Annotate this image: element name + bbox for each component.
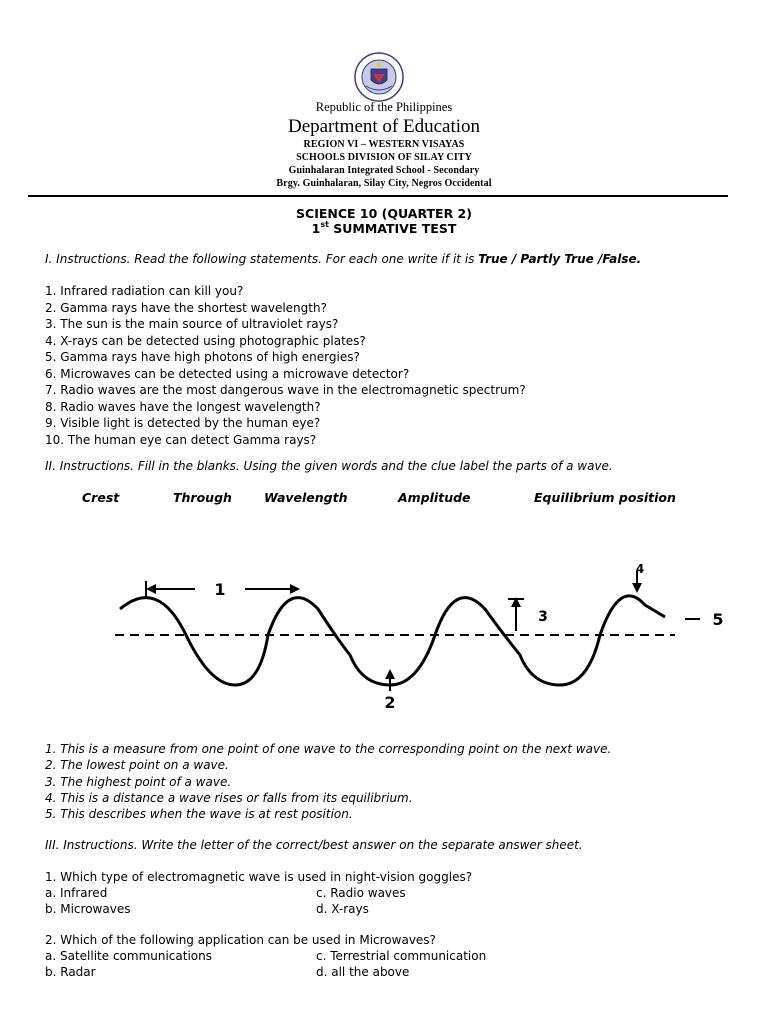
option-b: b. Radar — [45, 965, 96, 979]
list-item: 6. Microwaves can be detected using a microwave detector? — [45, 366, 410, 381]
question-2: 2. Which of the following application can be used in Microwaves? — [45, 933, 436, 947]
clue-item: 5. This describes when the wave is at rest position. — [45, 807, 353, 822]
clue-item: 2. The lowest point on a wave. — [45, 758, 229, 773]
part3-instruction: III. Instructions. Write the letter of the correct/best answer on the separate answer sheet. — [45, 838, 583, 852]
question-1: 1. Which type of electromagnetic wave is used in night-vision goggles? — [45, 870, 473, 884]
diagram-label-4: 4 — [635, 562, 645, 576]
part1-instruction-text: I. Instructions. Read the following statements. For each one write if it is — [45, 252, 479, 266]
list-item: 5. Gamma rays have high photons of high energies? — [45, 350, 360, 364]
part1-instruction — [45, 252, 641, 266]
list-item: 3. The sun is the main source of ultraviolet rays? — [45, 317, 339, 331]
list-item: 9. Visible light is detected by the human eye? — [45, 416, 321, 430]
word-bank-wavelength: Wavelength — [264, 490, 348, 505]
title-superscript: st — [320, 220, 329, 229]
wave-curve — [120, 596, 665, 685]
republic-text: Republic of the Philippines — [315, 100, 453, 114]
title-rest: SUMMATIVE TEST — [328, 221, 457, 236]
list-item: 7. Radio waves are the most dangerous wave in the electromagnetic spectrum? — [45, 383, 526, 397]
part2-clues — [45, 741, 611, 822]
list-item: 4. X-rays can be detected using photographic plates? — [45, 333, 366, 348]
school-address: Brgy. Guinhalaran, Silay City, Negros Occidental — [276, 178, 492, 189]
part1-instruction-choices: True / Partly True /False. — [478, 252, 642, 266]
department-title: Department of Education — [287, 116, 481, 137]
wave-diagram — [100, 555, 750, 720]
clue-item: 4. This is a distance a wave rises or falls from its equilibrium. — [45, 790, 413, 805]
list-item: 1. Infrared radiation can kill you? — [45, 284, 244, 298]
option-a: a. Infrared — [45, 886, 108, 900]
word-bank-equilibrium: Equilibrium position — [534, 490, 676, 505]
option-c: c. Terrestrial communication — [316, 949, 487, 963]
test-type-title — [0, 221, 768, 236]
deped-seal-logo — [354, 52, 404, 102]
option-a: a. Satellite communications — [45, 949, 212, 963]
diagram-label-1: 1 — [214, 580, 226, 599]
option-c: c. Radio waves — [316, 886, 406, 900]
word-bank-crest: Crest — [82, 490, 120, 505]
part1-list — [45, 283, 526, 448]
part2-instruction: II. Instructions. Fill in the blanks. Using the given words and the clue label the parts of a wave. — [45, 459, 613, 473]
option-b: b. Microwaves — [45, 902, 131, 916]
division-text: SCHOOLS DIVISION OF SILAY CITY — [296, 152, 472, 163]
word-bank-through: Through — [173, 490, 232, 505]
option-d: d. X-rays — [316, 902, 369, 916]
option-d: d. all the above — [316, 965, 410, 979]
diagram-label-5: 5 — [712, 610, 724, 629]
region-text: REGION VI – WESTERN VISAYAS — [303, 139, 465, 150]
header-divider — [28, 195, 728, 197]
title-number: 1 — [311, 221, 321, 236]
diagram-label-2: 2 — [384, 693, 396, 712]
list-item: 8. Radio waves have the longest wavelength? — [45, 399, 321, 414]
clue-item: 3. The highest point of a wave. — [45, 774, 232, 789]
word-bank-amplitude: Amplitude — [398, 490, 471, 505]
diagram-label-3: 3 — [538, 609, 548, 625]
test-subject-title: SCIENCE 10 (QUARTER 2) — [296, 206, 472, 221]
school-name: Guinhalaran Integrated School - Secondary — [288, 165, 480, 176]
clue-item: 1. This is a measure from one point of one wave to the corresponding point on the next wave. — [45, 742, 612, 756]
list-item: 10. The human eye can detect Gamma rays? — [45, 432, 317, 447]
list-item: 2. Gamma rays have the shortest wavelength? — [45, 300, 327, 315]
